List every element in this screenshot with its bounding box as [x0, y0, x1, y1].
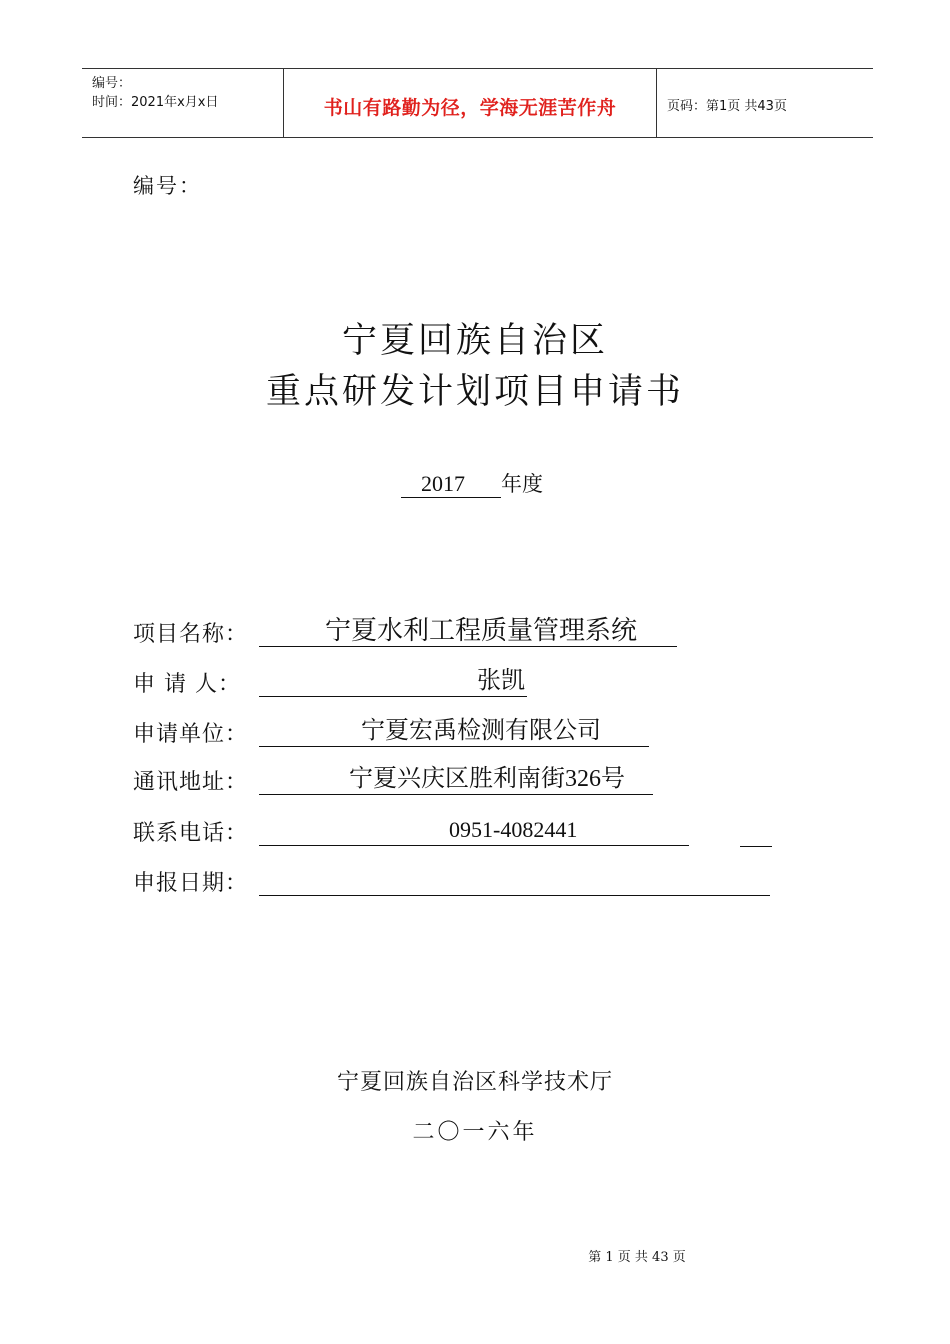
report-date-value	[259, 866, 770, 896]
title-line-1: 宁夏回族自治区	[341, 321, 608, 361]
header-meta-cell	[82, 69, 284, 137]
report-date-label: 申报日期：	[133, 871, 249, 896]
header-page-info: 页码：第1页 共43页	[667, 99, 787, 114]
phone-extra-underline	[740, 816, 772, 847]
applicant-value: 张凯	[259, 667, 527, 697]
phone-label: 联系电话：	[133, 821, 249, 846]
organization-value: 宁夏宏禹检测有限公司	[259, 717, 649, 747]
applicant-label: 申 请 人：	[133, 672, 241, 697]
organization-label: 申请单位：	[133, 722, 249, 747]
year-value: 2017	[401, 471, 501, 498]
year-line	[401, 468, 543, 498]
project-name-value: 宁夏水利工程质量管理系统	[259, 617, 677, 647]
project-name-label: 项目名称：	[133, 622, 249, 647]
issuer-organization: 宁夏回族自治区科学技术厅	[336, 1070, 613, 1095]
page-footer: 第 1 页 共 43 页	[588, 1250, 686, 1265]
header-page-cell	[657, 69, 873, 137]
header-motto: 书山有路勤为径，学海无涯苦作舟	[323, 97, 617, 119]
title-line-2: 重点研发计划项目申请书	[265, 372, 684, 412]
issuer-date: 二〇一六年	[412, 1120, 538, 1145]
phone-value: 0951-4082441	[259, 816, 689, 846]
header-serial-label: 编号：	[92, 76, 132, 91]
page-header-table	[82, 68, 873, 138]
header-motto-cell	[284, 69, 657, 137]
header-time-label: 时间：2021年x月x日	[92, 95, 219, 110]
address-value: 宁夏兴庆区胜利南街326号	[259, 765, 653, 795]
year-suffix: 年度	[501, 472, 543, 496]
address-label: 通讯地址：	[133, 770, 249, 795]
serial-number-label: 编号：	[133, 174, 202, 198]
